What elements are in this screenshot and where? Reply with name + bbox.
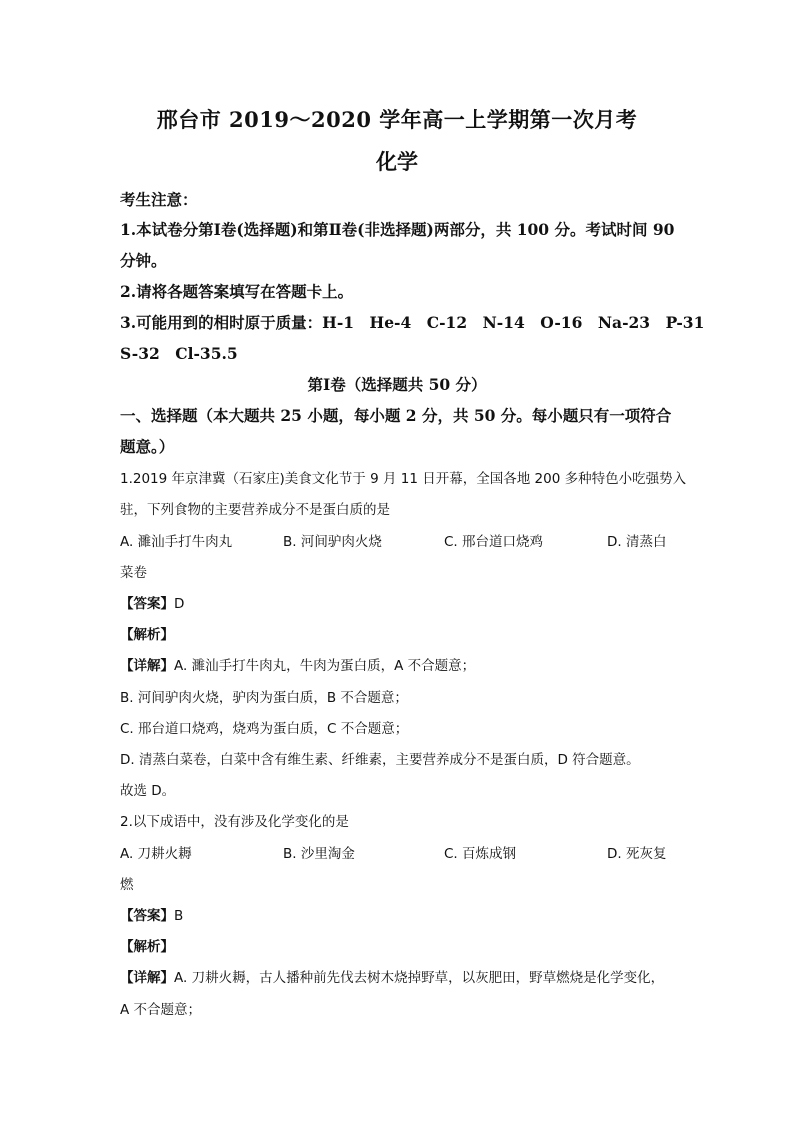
- q1-option-d-cont: 菜卷: [120, 565, 147, 581]
- q2-stem: 2.以下成语中，没有涉及化学变化的是: [120, 814, 349, 830]
- notice-item-1-cont: 分钟。: [120, 251, 167, 270]
- q1-analysis-label: 【解析】: [120, 627, 174, 643]
- q2-option-b: B. 沙里淘金: [283, 846, 355, 862]
- exam-title: 邢台市 2019～2020 学年高一上学期第一次月考: [156, 107, 638, 132]
- q2-option-a: A. 刀耕火耨: [120, 846, 192, 862]
- section-instructions: 一、选择题（本大题共 25 小题，每小题 2 分，共 50 分。每小题只有一项符合: [120, 406, 672, 425]
- detail-label: 【详解】: [120, 658, 174, 674]
- answer-label: 【答案】: [120, 908, 174, 924]
- notice-item-2: 2.请将各题答案填写在答题卡上。: [120, 282, 354, 301]
- answer-label: 【答案】: [120, 596, 174, 612]
- section-heading: 第Ⅰ卷（选择题共 50 分）: [307, 375, 487, 394]
- q1-detail-c: C. 邢台道口烧鸡，烧鸡为蛋白质，C 不合题意；: [120, 721, 409, 737]
- q1-detail-a: [120, 654, 680, 674]
- answer-value: B: [174, 908, 184, 924]
- section-instructions-cont: 题意。）: [120, 437, 175, 456]
- detail-text: A. 濉汕手打牛肉丸，牛肉为蛋白质，A 不合题意；: [174, 658, 476, 674]
- q2-option-c: C. 百炼成钢: [444, 846, 517, 862]
- detail-text: A. 刀耕火耨，古人播种前先伐去树木烧掉野草，以灰肥田，野草燃烧是化学变化，: [174, 970, 665, 986]
- q2-analysis-label: 【解析】: [120, 939, 174, 955]
- q1-option-c: C. 邢台道口烧鸡: [444, 534, 544, 550]
- answer-value: D: [174, 596, 185, 612]
- subject-title: 化学: [376, 149, 418, 174]
- q2-detail-a-cont: A 不合题意；: [120, 1002, 202, 1018]
- detail-label: 【详解】: [120, 970, 174, 986]
- q2-answer: [120, 904, 680, 924]
- q1-stem-cont: 驻，下列食物的主要营养成分不是蛋白质的是: [120, 502, 390, 518]
- q1-option-a: A. 濉汕手打牛肉丸: [120, 534, 233, 550]
- q1-stem: 1.2019 年京津冀（石家庄)美食文化节于 9 月 11 日开幕，全国各地 200 多种特色小吃强势入: [120, 471, 687, 487]
- notice-item-3: 3.可能用到的相时原于质量：H-1 He-4 C-12 N-14 O-16 Na-23 P-31: [120, 313, 705, 332]
- notice-heading: 考生注意：: [120, 190, 198, 209]
- notice-item-1: 1.本试卷分第Ⅰ卷(选择题)和第Ⅱ卷(非选择题)两部分，共 100 分。考试时间 90: [120, 220, 675, 239]
- notice-item-3-cont: S-32 Cl-35.5: [120, 344, 238, 363]
- q2-detail-a: [120, 966, 680, 986]
- q1-detail-d: D. 清蒸白菜卷，白菜中含有维生素、纤维素，主要营养成分不是蛋白质，D 符合题意。: [120, 752, 640, 768]
- q1-detail-b: B. 河间驴肉火烧，驴肉为蛋白质，B 不合题意；: [120, 690, 408, 706]
- q1-conclusion: 故选 D。: [120, 783, 176, 799]
- q2-option-d: D. 死灰复: [607, 846, 667, 862]
- q1-option-d: D. 清蒸白: [607, 534, 667, 550]
- q2-option-d-cont: 燃: [120, 877, 134, 893]
- q1-option-b: B. 河间驴肉火烧: [283, 534, 382, 550]
- q1-answer: [120, 592, 680, 612]
